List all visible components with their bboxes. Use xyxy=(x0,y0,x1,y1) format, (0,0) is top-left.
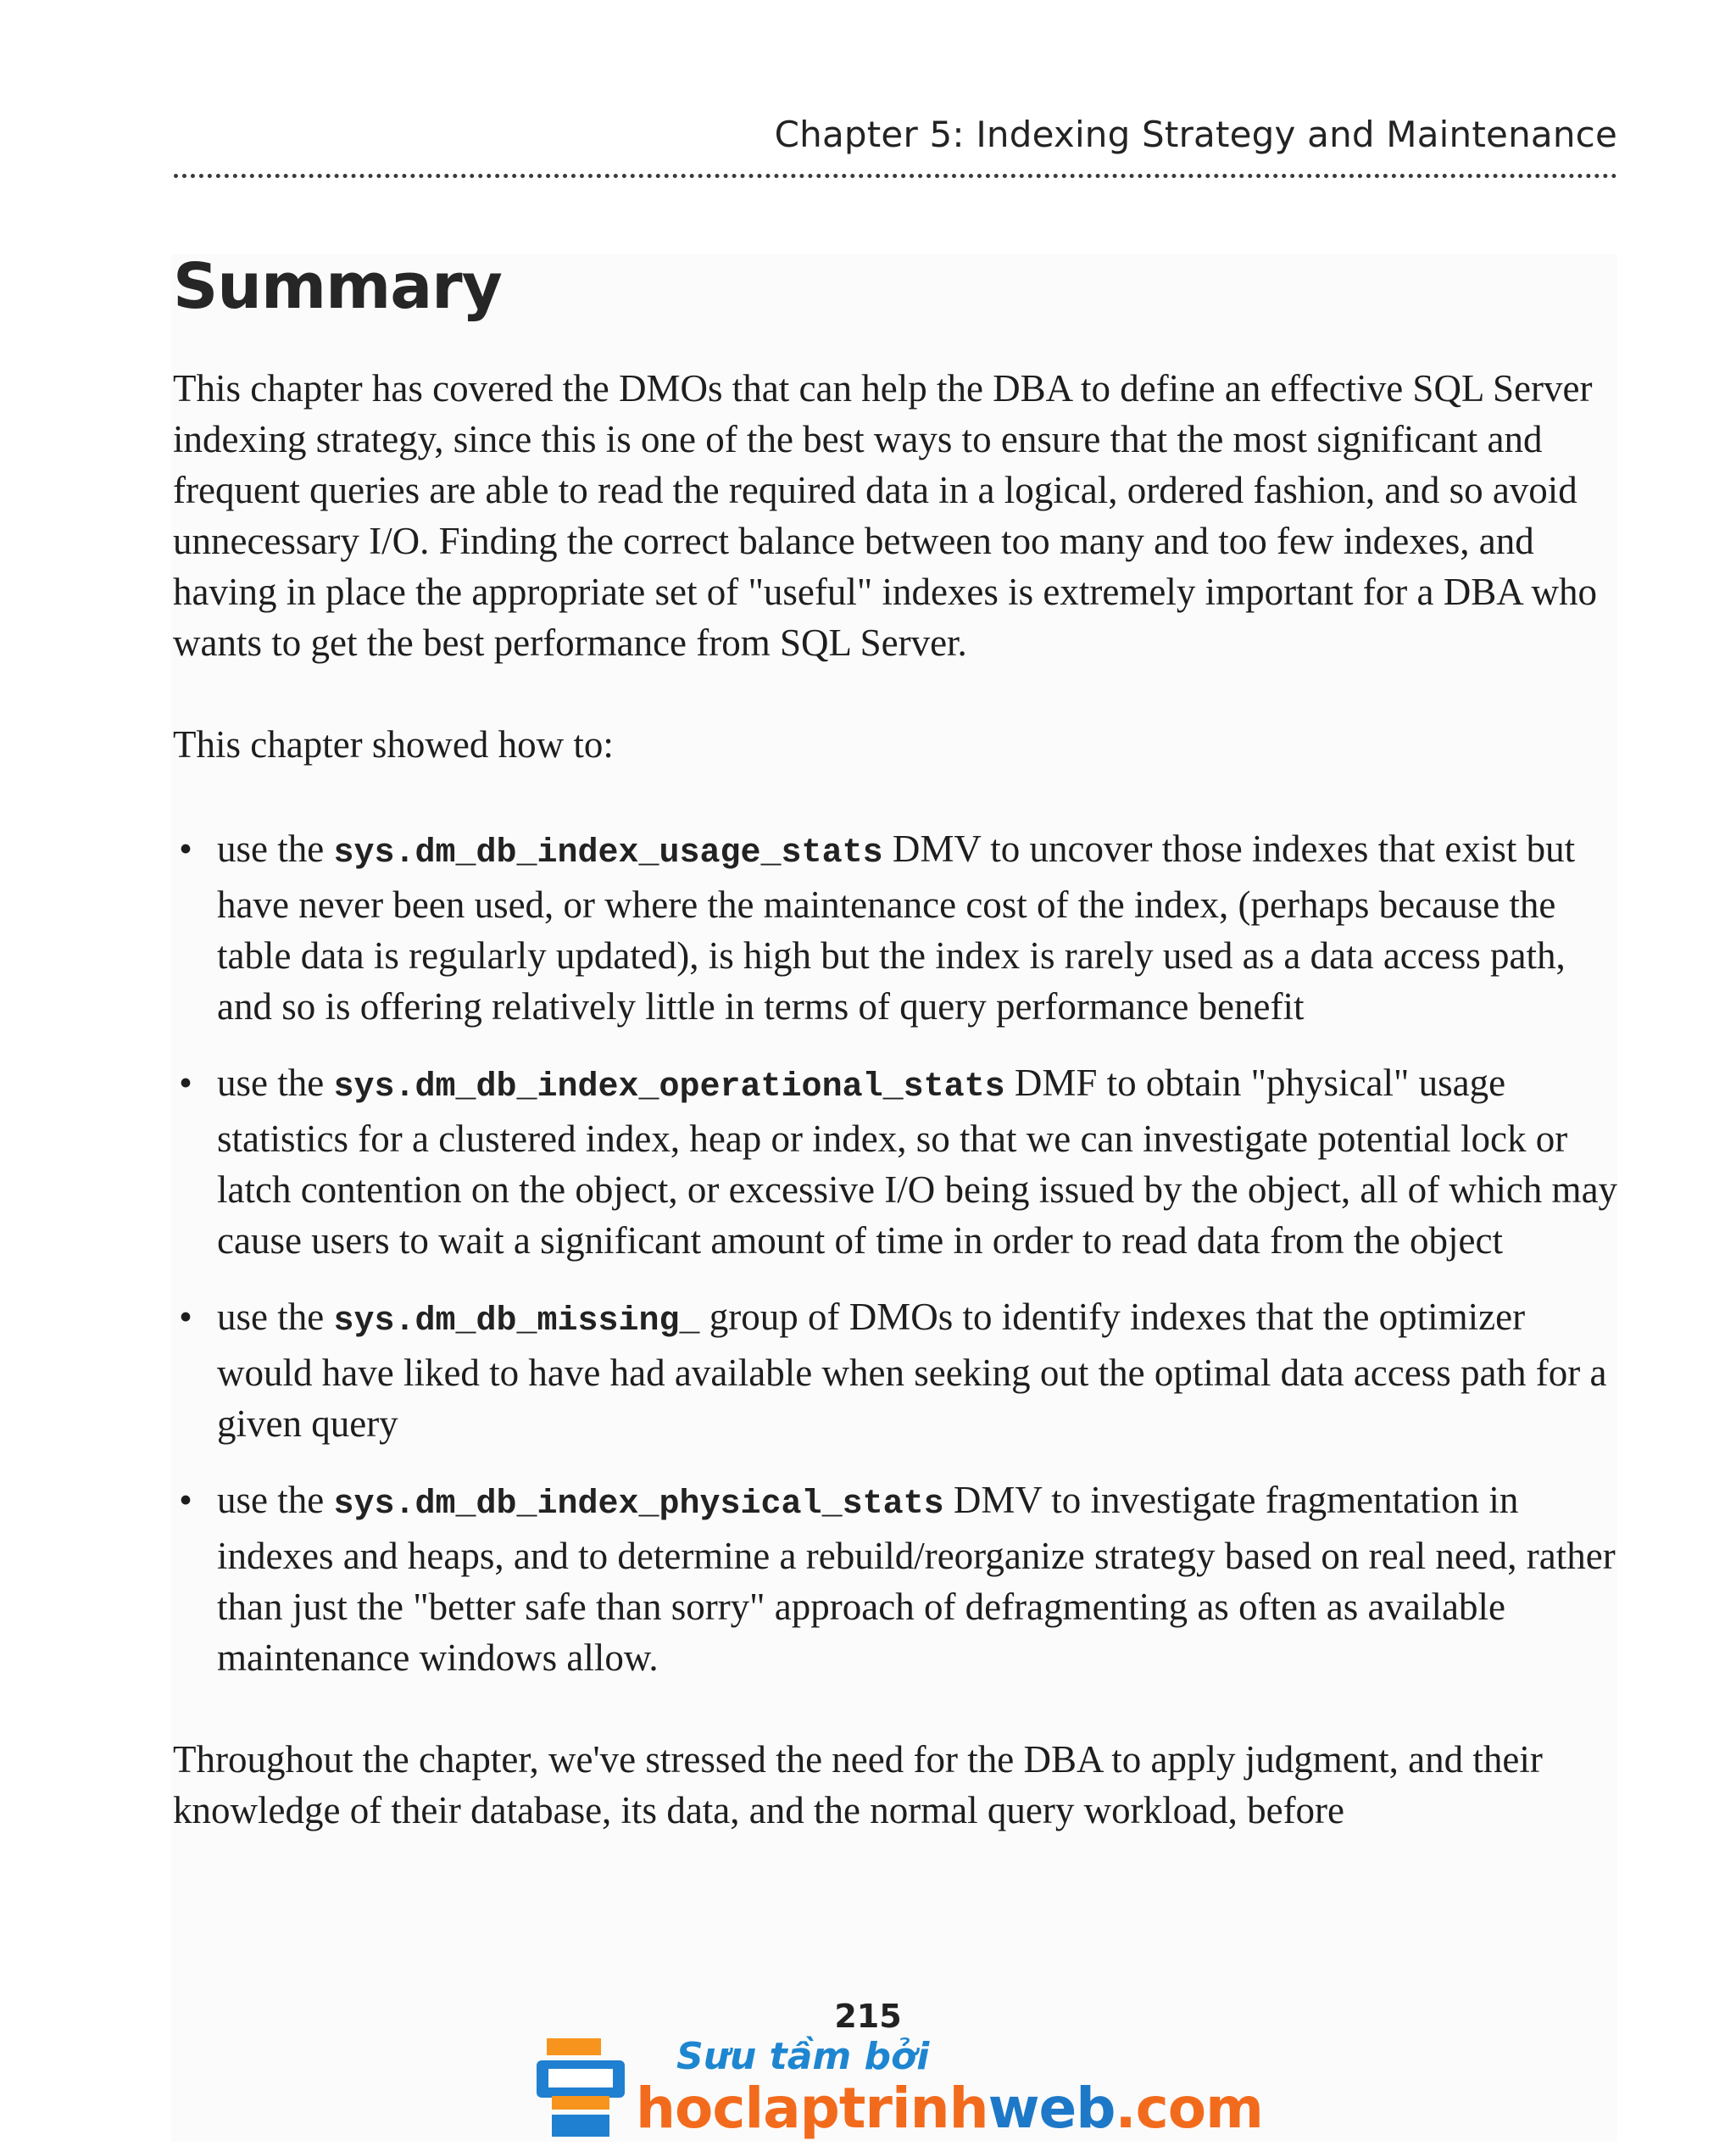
watermark-logo xyxy=(530,2035,1263,2142)
dmf-name: sys.dm_db_index_operational_stats xyxy=(333,1068,1005,1106)
list-item-text: DMF to obtain "physical" usage statistics for a clustered index, heap or index, so that we can investigate potential lock or latch contention on the object, or excessive I/O being issued by the object, all of which may cause users to wait a significant amount of time in order to read data from the object xyxy=(217,1062,1618,1262)
watermark-site-orange: hoclaptrinh xyxy=(636,2076,988,2141)
section-heading: Summary xyxy=(173,250,502,323)
printer-logo-icon xyxy=(530,2035,632,2142)
list-item xyxy=(173,1474,1621,1683)
summary-list xyxy=(173,823,1622,1683)
list-item-prefix: use the xyxy=(217,1296,334,1338)
watermark-site-suffix: .com xyxy=(1115,2076,1263,2141)
list-item xyxy=(173,1057,1621,1266)
header-divider xyxy=(174,174,1617,178)
list-item-text: DMV to investigate fragmentation in indexes and heaps, and to determine a rebuild/reorganize strategy based on real need, rather than just the "better safe than sorry" approach of defragmenting as often as available maintenance windows allow. xyxy=(217,1479,1616,1679)
intro-paragraph: This chapter has covered the DMOs that can help the DBA to define an effective SQL Server indexing strategy, since this is one of the best ways to ensure that the most significant and frequent queries are able to read the required data in a logical, ordered fashion, and so avoid unnecessary I/O. Finding the correct balance between too many and too few indexes, and having in place the appropriate set of "useful" indexes is extremely important for a DBA who wants to get the best performance from SQL Server. xyxy=(173,367,1598,664)
bullet-icon: • xyxy=(179,1296,192,1338)
watermark-site-blue: web xyxy=(988,2076,1116,2141)
page-content xyxy=(173,244,1622,1836)
watermark-site xyxy=(636,2076,1263,2141)
list-item-prefix: use the xyxy=(217,1062,334,1104)
bullet-icon: • xyxy=(179,1479,192,1521)
dmv-name: sys.dm_db_index_physical_stats xyxy=(333,1485,944,1524)
list-item xyxy=(173,823,1621,1032)
closing-paragraph: Throughout the chapter, we've stressed the need for the DBA to apply judgment, and their knowledge of their database, its data, and the normal query workload, before xyxy=(173,1738,1543,1831)
dmv-name: sys.dm_db_index_usage_stats xyxy=(333,834,883,872)
list-item-prefix: use the xyxy=(217,1479,334,1521)
list-lead-paragraph: This chapter showed how to: xyxy=(173,723,614,766)
bullet-icon: • xyxy=(179,1062,192,1104)
list-item xyxy=(173,1291,1621,1449)
running-header: Chapter 5: Indexing Strategy and Maintenance xyxy=(774,114,1617,155)
list-item-prefix: use the xyxy=(217,828,334,870)
dmo-group-name: sys.dm_db_missing_ xyxy=(333,1302,700,1341)
list-item-text: DMV to uncover those indexes that exist but have never been used, or where the maintenance cost of the index, (perhaps because the table data is regularly updated), is high but the index is rarely used as a data access path, and so is offering relatively little in terms of query performance benefit xyxy=(217,828,1576,1028)
page-number: 215 xyxy=(834,1998,902,2035)
watermark-credit: Sưu tầm bởi xyxy=(676,2035,930,2078)
list-item-text: group of DMOs to identify indexes that the optimizer would have liked to have had available when seeking out the optimal data access path for a given query xyxy=(217,1296,1607,1445)
bullet-icon: • xyxy=(179,828,192,870)
